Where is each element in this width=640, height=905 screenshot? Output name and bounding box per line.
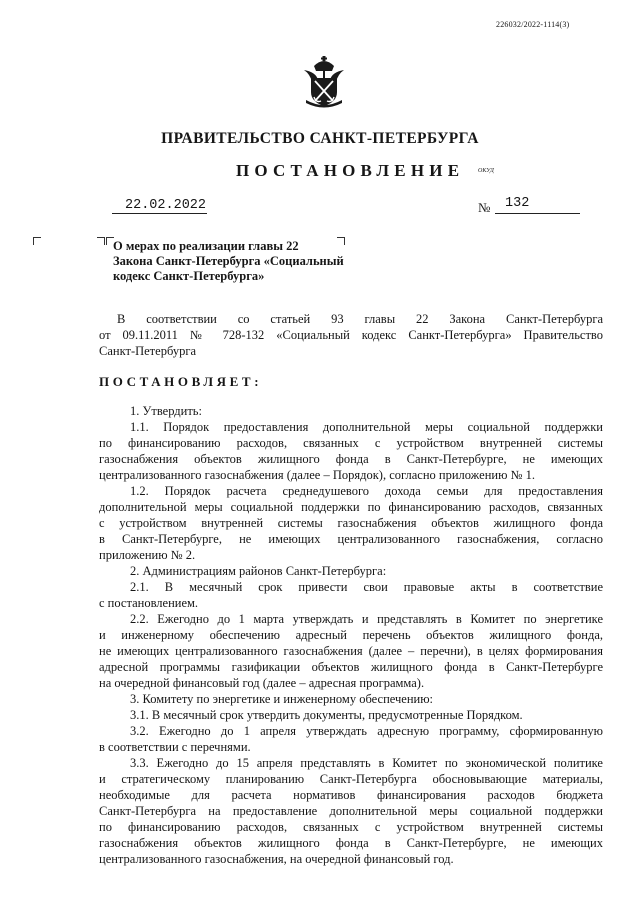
body-line: 2.1. В месячный срок привести свои правовые акты в соответствие bbox=[130, 580, 603, 594]
title-line: Закона Санкт-Петербурга «Социальный bbox=[113, 254, 344, 268]
document-type: ПОСТАНОВЛЕНИЕ bbox=[236, 161, 465, 180]
document-date: 22.02.2022 bbox=[125, 198, 207, 213]
body-line: и стратегическому планированию Санкт-Петербурга обосновывающие материалы, bbox=[99, 772, 603, 786]
body-line: 2.2. Ежегодно до 1 марта утверждать и представлять в Комитет по энергетике bbox=[130, 612, 603, 626]
okud-label: ОКУД bbox=[478, 168, 494, 174]
body-line: централизованного газоснабжения (далее – Порядок), согласно приложению № 1. bbox=[99, 468, 535, 482]
body-line: 3.1. В месячный срок утвердить документы, предусмотренные Порядком. bbox=[130, 708, 523, 722]
body-line: с постановлением. bbox=[99, 596, 199, 610]
title-line: кодекс Санкт-Петербурга» bbox=[113, 269, 265, 283]
body-line: в соответствии с перечнями. bbox=[99, 740, 251, 754]
body-line: по финансированию расходов, связанных с устройством внутренней системы bbox=[99, 436, 603, 450]
body-line: 3. Комитету по энергетике и инженерному обеспечению: bbox=[130, 692, 434, 706]
body-line: Санкт-Петербурга на предоставление дополнительной меры социальной поддержки bbox=[99, 804, 603, 818]
body-line: централизованного газоснабжения, на очередной финансовый год. bbox=[99, 852, 454, 866]
coat-of-arms-icon bbox=[300, 56, 348, 108]
body-line: не имеющих централизованного газоснабжения (далее – перечни), в целях формирования bbox=[99, 644, 603, 658]
body-line: 2. Администрациям районов Санкт-Петербурга: bbox=[130, 564, 387, 578]
body-line: дополнительной меры социальной поддержки по финансированию расходов, связанных bbox=[99, 500, 603, 514]
body-line: газоснабжения объектов жилищного фонда в Санкт-Петербурге, не имеющих bbox=[99, 452, 603, 466]
body-line: 3.3. Ежегодно до 15 апреля представлять в Комитет по экономической политике bbox=[130, 756, 603, 770]
body-line: необходимые для расчета нормативов финансирования расходов бюджета bbox=[99, 788, 603, 802]
preamble-line: Санкт-Петербурга bbox=[99, 344, 197, 358]
body-line: приложению № 2. bbox=[99, 548, 196, 562]
body-line: 1.2. Порядок расчета среднедушевого дохода семьи для предоставления bbox=[130, 484, 603, 498]
document-number: 226032/2022-1114(3) bbox=[496, 20, 570, 29]
decree-heading: ПОСТАНОВЛЯЕТ: bbox=[99, 374, 263, 389]
preamble-line: В соответствии со статьей 93 главы 22 Закона Санкт-Петербурга bbox=[117, 312, 603, 326]
document-title bbox=[113, 239, 373, 284]
number-underline bbox=[495, 213, 580, 214]
body-line: 1.1. Порядок предоставления дополнительной меры социальной поддержки bbox=[130, 420, 603, 434]
body-line: в Санкт-Петербурге, не имеющих централизованного газоснабжения, согласно bbox=[99, 532, 603, 546]
document-body bbox=[99, 403, 603, 867]
number-label: № bbox=[478, 200, 491, 215]
body-line: газоснабжения объектов жилищного фонда в Санкт-Петербурге, не имеющих bbox=[99, 836, 603, 850]
title-line: О мерах по реализации главы 22 bbox=[113, 239, 299, 253]
date-underline bbox=[112, 213, 207, 214]
organization-name: ПРАВИТЕЛЬСТВО САНКТ-ПЕТЕРБУРГА bbox=[161, 130, 479, 147]
body-line: 1. Утвердить: bbox=[130, 404, 202, 418]
title-corner-mark bbox=[97, 237, 105, 245]
preamble-line: от 09.11.2011 № 728-132 «Социальный кодекс Санкт-Петербурга» Правительство bbox=[99, 328, 603, 342]
body-line: адресной программы газификации объектов жилищного фонда в Санкт-Петербурге bbox=[99, 660, 603, 674]
body-line: 3.2. Ежегодно до 1 апреля утверждать адресную программу, сформированную bbox=[130, 724, 603, 738]
body-line: с устройством внутренней системы газоснабжения объектов жилищного фонда bbox=[99, 516, 603, 530]
document-number-value: 132 bbox=[505, 196, 530, 211]
preamble bbox=[99, 311, 603, 359]
body-line: по финансированию расходов, связанных с устройством внутренней системы bbox=[99, 820, 603, 834]
body-line: на очередной финансовый год (далее – адресная программа). bbox=[99, 676, 425, 690]
body-line: и инженерному обеспечению адресный перечень объектов жилищного фонда, bbox=[99, 628, 603, 642]
title-corner-mark bbox=[33, 237, 41, 245]
